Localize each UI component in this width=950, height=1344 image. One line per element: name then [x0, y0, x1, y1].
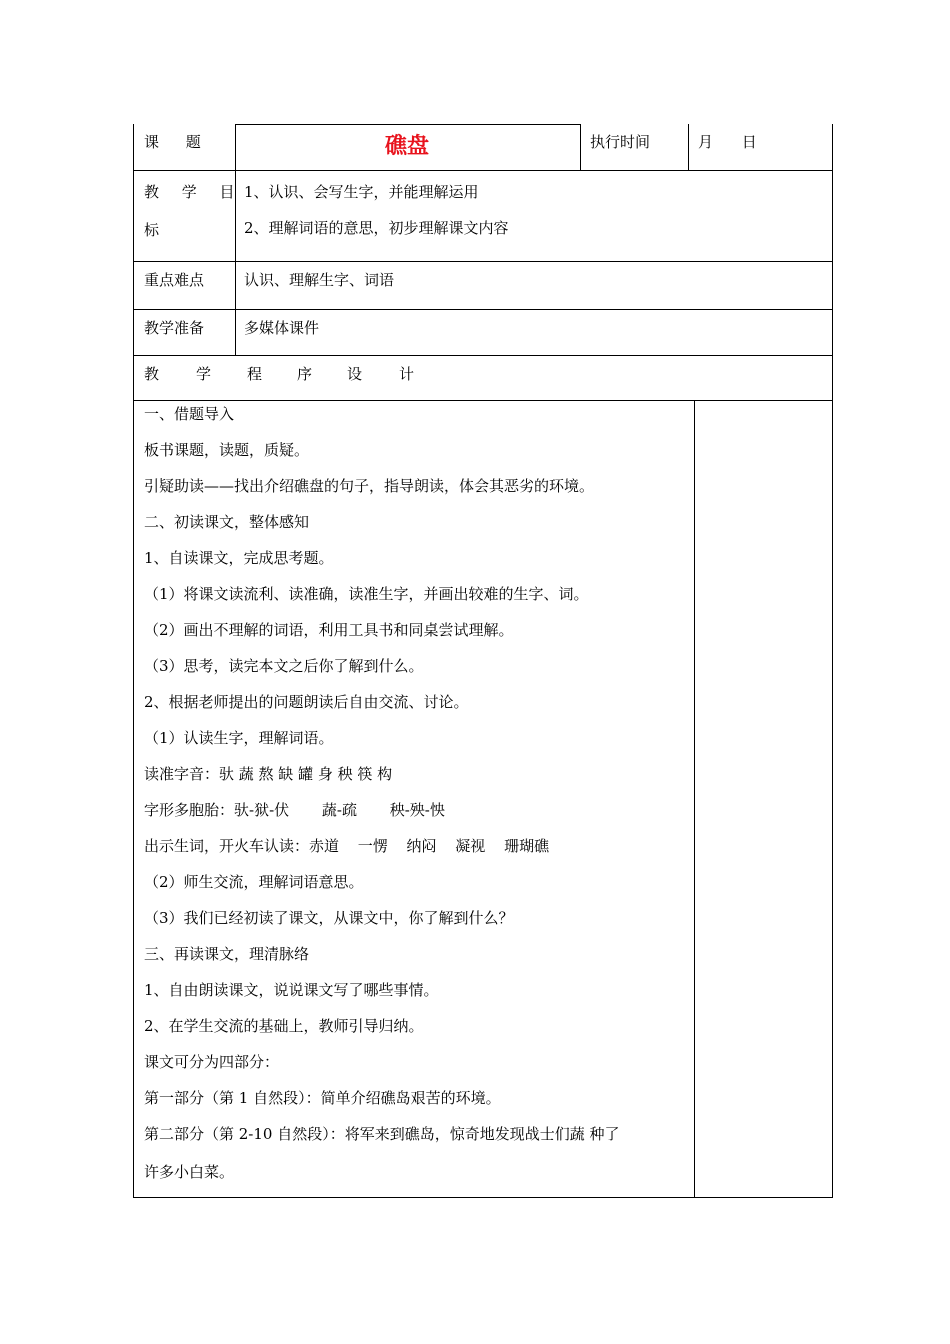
heading-char: 学 — [196, 365, 212, 383]
table-line-date-col — [688, 124, 689, 171]
procedure-line: 2、在学生交流的基础上，教师引导归纳。 — [144, 1017, 424, 1035]
table-line-exec-col — [580, 124, 581, 171]
notes-column — [695, 401, 832, 1197]
procedure-line: 引疑助读——找出介绍礁盘的句子，指导朗读，体会其恶劣的环境。 — [144, 477, 595, 495]
heading-char: 计 — [399, 365, 415, 383]
procedure-line: 2、根据老师提出的问题朗读后自由交流、讨论。 — [144, 693, 469, 711]
procedure-line: （2）师生交流，理解词语意思。 — [144, 873, 364, 891]
procedure-line: 出示生词，开火车认读：赤道 一愣 纳闷 凝视 珊瑚礁 — [144, 837, 550, 855]
procedure-line: （1）将课文读流利、读准确，读准生字，并画出较难的生字、词。 — [144, 585, 589, 603]
table-line-top — [236, 124, 581, 125]
goals-label: 教 学 目 — [144, 183, 235, 201]
procedure-line: （1）认读生字，理解词语。 — [144, 729, 334, 747]
heading-char: 教 — [144, 365, 160, 383]
goals-label-cont: 标 — [144, 221, 160, 239]
procedure-line: 二、初读课文，整体感知 — [144, 513, 310, 531]
goal-item: 1、认识、会写生字，并能理解运用 — [244, 183, 479, 201]
procedure-line: 课文可分为四部分： — [144, 1053, 280, 1071]
keypoints-value: 认识、理解生字、词语 — [244, 271, 395, 289]
procedure-line: 板书课题，读题，质疑。 — [144, 441, 310, 459]
table-line-row3 — [133, 309, 833, 310]
prep-label: 教学准备 — [144, 319, 205, 337]
procedure-line: 第二部分（第 2-10 自然段）：将军来到礁岛，惊奇地发现战士们蔬 种了 — [144, 1125, 620, 1143]
heading-char: 程 — [247, 365, 263, 383]
table-line-row2 — [133, 261, 833, 262]
prep-value: 多媒体课件 — [244, 319, 320, 337]
table-line-row4 — [133, 355, 833, 356]
month-day-field: 月 日 — [698, 133, 757, 151]
procedure-line: 字形多胞胎：驮-狱-伏 蔬-疏 秧-殃-怏 — [144, 801, 445, 819]
heading-char: 序 — [297, 365, 313, 383]
page-title: 礁盘 — [385, 134, 430, 159]
goal-item: 2、理解词语的意思，初步理解课文内容 — [244, 219, 509, 237]
procedure-line: （3）我们已经初读了课文，从课文中，你了解到什么？ — [144, 909, 514, 927]
table-line-right — [832, 124, 833, 1198]
procedure-line: 1、自读课文，完成思考题。 — [144, 549, 334, 567]
topic-label: 课 题 — [144, 133, 201, 151]
keypoints-label: 重点难点 — [144, 271, 205, 289]
procedure-line: （3）思考，读完本文之后你了解到什么。 — [144, 657, 424, 675]
table-line-left — [133, 124, 134, 1198]
procedure-line: 读准字音：驮 蔬 熬 缺 罐 身 秧 筷 构 — [144, 765, 393, 783]
exec-time-label: 执行时间 — [590, 133, 651, 151]
procedure-line: 许多小白菜。 — [144, 1163, 235, 1181]
procedure-line: 一、借题导入 — [144, 405, 235, 423]
heading-char: 设 — [347, 365, 363, 383]
table-line-row1 — [133, 170, 833, 171]
table-line-label-col — [235, 124, 236, 356]
design-heading — [144, 364, 414, 384]
procedure-line: 1、自由朗读课文，说说课文写了哪些事情。 — [144, 981, 439, 999]
procedure-line: （2）画出不理解的词语，利用工具书和同桌尝试理解。 — [144, 621, 514, 639]
procedure-line: 三、再读课文，理清脉络 — [144, 945, 310, 963]
procedure-line: 第一部分（第 1 自然段）：简单介绍礁岛艰苦的环境。 — [144, 1089, 501, 1107]
table-line-bottom — [133, 1197, 833, 1198]
